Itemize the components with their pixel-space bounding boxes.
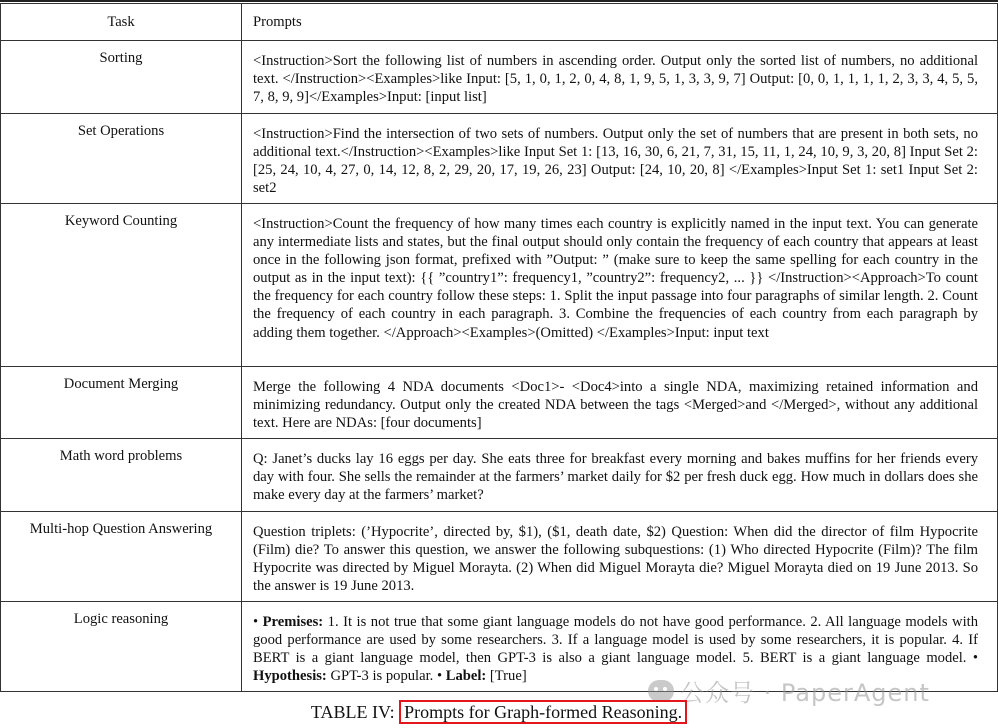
label-label: Label: bbox=[445, 668, 487, 685]
wechat-icon bbox=[648, 680, 674, 702]
bullet: • bbox=[436, 668, 443, 685]
table-header-row bbox=[1, 4, 998, 41]
hypothesis-label: Hypothesis: bbox=[253, 668, 327, 685]
task-cell: Math word problems bbox=[1, 439, 242, 512]
task-cell: Set Operations bbox=[1, 114, 242, 204]
header-task: Task bbox=[1, 4, 242, 41]
task-cell: Document Merging bbox=[1, 367, 242, 439]
task-cell: Keyword Counting bbox=[1, 204, 242, 367]
prompt-cell: Merge the following 4 NDA documents <Doc1>- <Doc4>into a single NDA, maximizing retained information and minimizing redundancy. Output only the created NDA between the tags <Merged>and </Merged>, without any additional text. Here are NDAs: [four documents] bbox=[242, 367, 998, 439]
table-top-rule bbox=[0, 0, 998, 2]
caption-prefix: TABLE IV: bbox=[310, 702, 395, 722]
task-cell: Multi-hop Question Answering bbox=[1, 512, 242, 602]
bullet: • bbox=[972, 650, 978, 667]
prompts-table bbox=[0, 3, 998, 692]
table-row-sorting bbox=[1, 41, 998, 114]
table-row-math-word-problems bbox=[1, 439, 998, 512]
prompt-cell: Question triplets: (’Hypocrite’, directed by, $1), ($1, death date, $2) Question: When did the director of film Hypocrite (Film) die? To answer this question, we answer the following subquestions: (1) Who directed Hypocrite (Film)? The film Hypocrite was directed by Miguel Morayta. (2) When did Miguel Morayta die? Miguel Morayta died on 19 June 2013. So the answer is 19 June 2013. bbox=[242, 512, 998, 602]
table-row-multi-hop-qa bbox=[1, 512, 998, 602]
prompt-cell: <Instruction>Sort the following list of numbers in ascending order. Output only the sorted list of numbers, no additional text. </Instruction><Examples>like Input: [5, 1, 0, 1, 2, 0, 4, 8, 1, 9, 5, 1, 3, 3, 9, 7] Output: [0, 0, 1, 1, 1, 1, 2, 3, 3, 4, 5, 5, 7, 8, 9, 9]</Examples>Input: [input list] bbox=[242, 41, 998, 114]
prompt-cell: <Instruction>Count the frequency of how many times each country is explicitly named in the input text. You can generate any intermediate lists and states, but the final output should only contain the frequency of each country that appears at least once in the following json format, prefixed with ”Output: ” (make sure to keep the same spelling for each country in the output as in the input text): {{ ”country1”: frequency1, ”country2”: frequency2, ... }} </Instruction><Approach>To count the frequency for each country follow these steps: 1. Split the input passage into four paragraphs of similar length. 2. Count the frequency of each country in each paragraph. 3. Combine the frequencies of each country from each paragraph by adding them together. </Approach><Examples>(Omitted) </Examples>Input: input text bbox=[242, 204, 998, 367]
table-row-keyword-counting bbox=[1, 204, 998, 367]
task-cell: Logic reasoning bbox=[1, 602, 242, 692]
premises-label: Premises: bbox=[262, 614, 324, 630]
task-cell: Sorting bbox=[1, 41, 242, 114]
label-text: [True] bbox=[489, 668, 527, 685]
premises-text: 1. It is not true that some giant language models do not have good performance. 2. All language models with good performance are used by some researchers. 3. If a language model is used by some researchers, it is popular. 4. If BERT is a giant language model, then GPT-3 is also a giant language model. 5. BERT is a giant language model. bbox=[253, 614, 978, 667]
watermark-text: 公众号 · PaperAgent bbox=[680, 679, 930, 707]
bullet: • bbox=[253, 614, 259, 630]
table-caption bbox=[0, 700, 998, 724]
table-row-set-operations bbox=[1, 114, 998, 204]
table-row-document-merging bbox=[1, 367, 998, 439]
prompt-cell: Q: Janet’s ducks lay 16 eggs per day. She eats three for breakfast every morning and bakes muffins for her friends every day with four. She sells the remainder at the farmers’ market daily for $2 per fresh duck egg. How much in dollars does she make every day at the farmers’ market? bbox=[242, 439, 998, 512]
caption-title: Prompts for Graph-formed Reasoning. bbox=[399, 700, 687, 724]
hypothesis-text: GPT-3 is popular. bbox=[330, 668, 434, 685]
prompt-cell: <Instruction>Find the intersection of two sets of numbers. Output only the set of numbers that are present in both sets, no additional text.</Instruction><Examples>like Input Set 1: [13, 16, 30, 6, 21, 7, 31, 15, 11, 1, 24, 10, 9, 3, 20, 8] Input Set 2: [25, 24, 10, 4, 27, 0, 14, 12, 8, 2, 29, 20, 17, 19, 26, 23] Output: [24, 10, 20, 8] </Examples>Input Set 1: set1 Input Set 2: set2 bbox=[242, 114, 998, 204]
header-prompts: Prompts bbox=[242, 4, 998, 41]
